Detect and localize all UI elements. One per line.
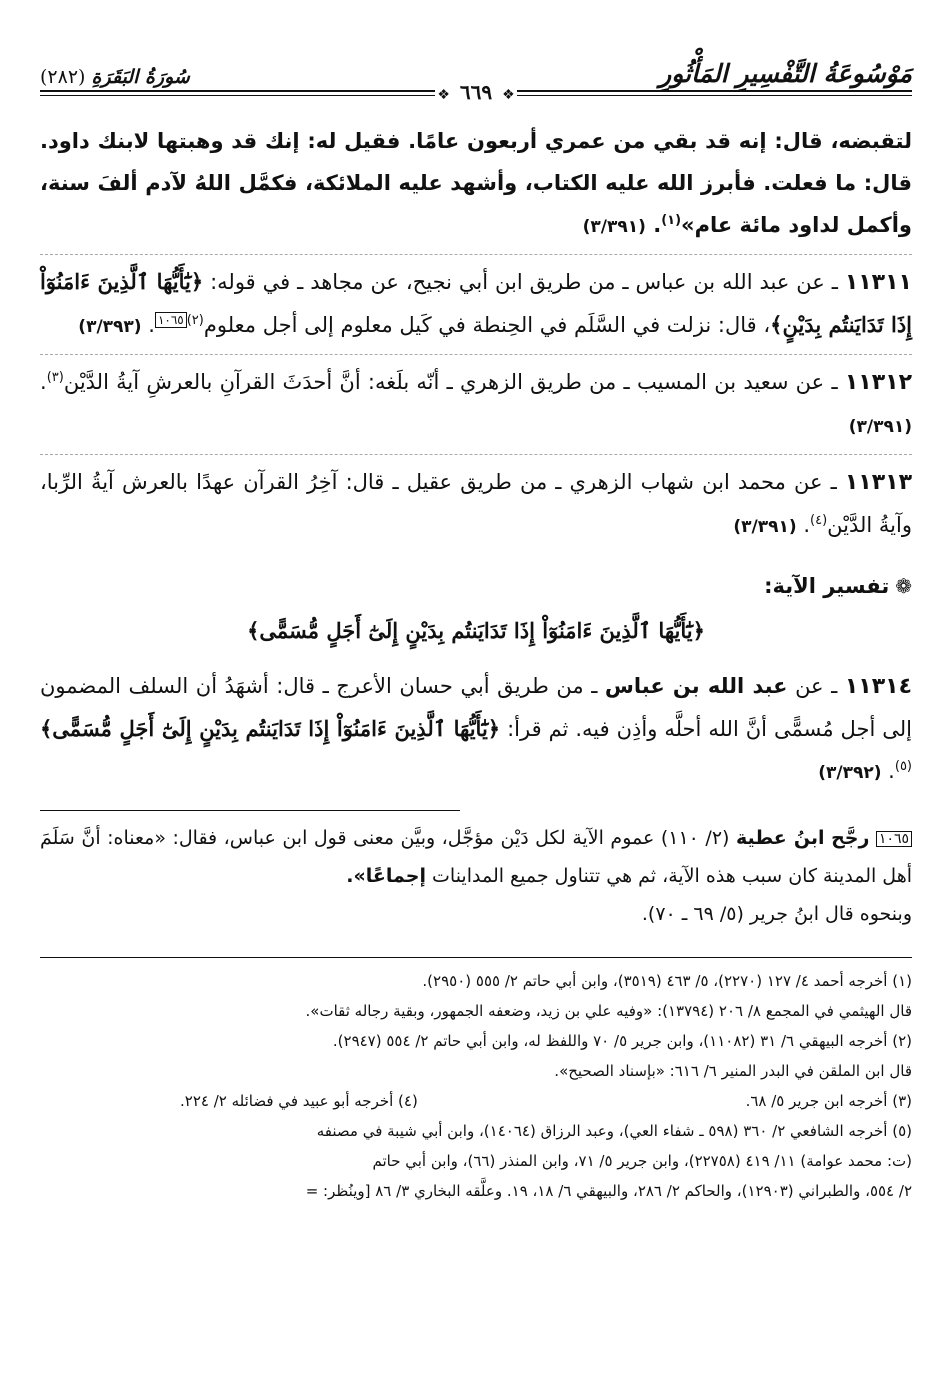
note-box: ١٠٦٥ (876, 831, 912, 847)
divider (40, 254, 912, 255)
footnote-marker: (٤) (810, 513, 828, 528)
page-number: ٦٦٩ (452, 80, 500, 104)
footnote-5-cont2: ٢/ ٥٥٤، والطبراني (١٢٩٠٣)، والحاكم ٢/ ٢٨٦، والبيهقي ٦/ ١٨، ١٩. وعلَّقه البخاري ٣/ ٨٦ [وينُظر: = (305, 1182, 912, 1200)
footnote-marker: (١) (661, 213, 682, 228)
surah-name: سُورَةُ البَقَرَةِ (91, 66, 190, 88)
hadith-11313: ١١٣١٣ ـ عن محمد ابن شهاب الزهري ـ من طريق عقيل ـ قال: آخِرُ القرآن عهدًا بالعرش آيةُ الرِّبا، وآيةُ الدَّيْن$^{(٤)}$. (٣/٣٩١) (40, 470, 912, 537)
flower-icon: ❁ (895, 574, 912, 598)
note-box: ١٠٦٥ (155, 312, 187, 328)
scholar-note (40, 819, 912, 933)
footnote-1-comment: قال الهيثمي في المجمع ٨/ ٢٠٦ (١٣٧٩٤): «وفيه علي بن زيد، وضعفه الجمهور، وبقية رجاله ثقات». (305, 1002, 912, 1020)
section-heading (40, 570, 912, 602)
footnote-2-comment: قال ابن الملقن في البدر المنير ٦/ ٦١٦: «بإسناد الصحيح». (554, 1062, 912, 1080)
paragraph-text: لتقبضه، قال: إنه قد بقي من عمري أربعون عامًا. فقيل له: إنك قد وهبتها لابنك داود. قال: ما فعلت. فأبرز الله عليه الكتاب، وأشهد عليه الملائكة، فكمَّل اللهُ لآدم ألفَ سنة، وأكمل لداود مائة عام» (40, 129, 912, 237)
book-title: مَوْسُوعَةُ التَّفْسِيرِ المَأْثُورِ (659, 59, 912, 88)
note-lead: رجَّح (831, 827, 870, 849)
source-ref: (٣/٣٩٣) (78, 317, 142, 337)
hadith-lead: ـ عن (795, 674, 838, 698)
footnote-row-3-4 (40, 1086, 912, 1116)
verse-heading: ﴿يَٰٓأَيُّهَا ٱلَّذِينَ ءَامَنُوٓاْ إِذَا تَدَايَنتُم بِدَيْنٍ إِلَىٰٓ أَجَلٍ مُّسَمًّى﴾ (247, 618, 705, 643)
source-ref: (٣/٣٩١) (582, 217, 646, 237)
document-page (40, 40, 912, 1360)
hadith-number: ١١٣١٢ (844, 370, 912, 395)
hadith-11311: ١١٣١١ ـ عن عبد الله بن عباس ـ من طريق ابن أبي نجيح، عن مجاهد ـ في قوله: ﴿يَٰٓأَيُّهَا ٱلَّذِينَ ءَامَنُوٓاْ إِذَا تَدَايَنتُم بِدَيْنٍ﴾، قال: نزلت في السَّلَم في الحِنطة في كَيل معلوم إلى أجل معلوم$^{(٢)}$١٠٦٥. (٣/٣٩٣) (40, 269, 912, 337)
source-ref: (٣/٣٩١) (733, 517, 797, 537)
footnote-marker: (٥) (894, 759, 912, 774)
page-number-bar (40, 80, 912, 106)
footnote-3: (٣) أخرجه ابن جرير ٥/ ٦٨. (745, 1092, 912, 1110)
narrator-name: عبد الله بن عباس (604, 674, 788, 698)
footnote-marker: (٣) (46, 370, 64, 385)
hadith-number: ١١٣١٣ (844, 470, 912, 495)
footnote-1: (١) أخرجه أحمد ٤/ ١٢٧ (٢٢٧٠)، ٥/ ٤٦٣ (٣٥١٩)، وابن أبي حاتم ٢/ ٥٥٥ (٢٩٥٠). (422, 972, 912, 990)
divider (40, 454, 912, 455)
hadith-text: ، قال: نزلت في السَّلَم في الحِنطة في كَيل معلوم إلى أجل معلوم (203, 313, 771, 337)
hadith-text: ـ عن عبد الله بن عباس ـ من طريق ابن أبي نجيح، عن مجاهد ـ في قوله: (210, 270, 838, 294)
footnote-2: (٢) أخرجه البيهقي ٦/ ٣١ (١١٠٨٢)، وابن جرير ٥/ ٧٠ واللفظ له، وابن أبي حاتم ٢/ ٥٥٤ (٢٩٤٧). (332, 1032, 912, 1050)
surah-page: (٢٨٢) (40, 66, 86, 88)
footnotes (40, 966, 912, 1206)
divider (40, 354, 912, 355)
note-rule (40, 810, 460, 811)
source-ref: (٣/٣٩١) (848, 417, 912, 437)
footnote-5-cont: (ت: محمد عوامة) ١١/ ٤١٩ (٢٢٧٥٨)، وابن جرير ٥/ ٧١، وابن المنذر (٦٦)، وابن أبي حاتم (372, 1152, 912, 1170)
hadith-text: ـ عن محمد ابن شهاب الزهري ـ من طريق عقيل ـ قال: آخِرُ القرآن عهدًا بالعرش آيةُ الرِّبا، وآيةُ الدَّيْن (40, 470, 912, 537)
ornament-icon: ❖ (502, 87, 515, 103)
paragraph-continued: لتقبضه، قال: إنه قد بقي من عمري أربعون عامًا. فقيل له: إنك قد وهبتها لابنك داود. قال: ما فعلت. فأبرز الله عليه الكتاب، وأشهد عليه الملائكة، فكمَّل اللهُ لآدم ألفَ سنة، وأكمل لداود مائة عام»$^{(١)}$. (٣/٣٩١) (40, 129, 912, 237)
note-text-2: وبنحوه قال ابنُ جرير (٥/ ٦٩ ـ ٧٠). (641, 903, 912, 925)
note-text: (٢/ ١١٠) عموم الآية لكل دَيْن مؤجَّل، وبيَّن معنى قول ابن عباس، فقال: «معناه: أنَّ سَلَمَ أهل المدينة كان سبب هذه الآية، ثم هي تتناول جميع المداينات (40, 827, 912, 887)
footnote-5: (٥) أخرجه الشافعي ٢/ ٣٦٠ (٥٩٨ ـ شفاء العي)، وعبد الرزاق (١٤٠٦٤)، وابن أبي شيبة في مصنفه (316, 1122, 912, 1140)
hadith-number: ١١٣١١ (844, 270, 912, 295)
source-ref: (٣/٣٩٢) (818, 763, 882, 783)
hadith-text: ـ عن سعيد بن المسيب ـ من طريق الزهري ـ أنّه بلَغه: أنَّ أحدَثَ القرآنِ بالعرشِ آيةُ الدَّيْن (63, 370, 838, 394)
quran-verse: ﴿يَٰٓأَيُّهَا ٱلَّذِينَ ءَامَنُوٓاْ إِذَا تَدَايَنتُم بِدَيْنٍ إِلَىٰٓ أَجَلٍ مُّسَمًّى﴾ (40, 716, 501, 741)
section-title: تفسير الآية: (764, 574, 890, 598)
note-bold-end: إجماعًا». (346, 865, 426, 887)
footnote-rule (40, 957, 912, 958)
footnote-4: (٤) أخرجه أبو عبيد في فضائله ٢/ ٢٢٤. (180, 1092, 418, 1110)
ornament-icon: ❖ (437, 87, 450, 103)
main-content (40, 120, 912, 1206)
footnote-marker: (٢) (186, 313, 204, 328)
hadith-number: ١١٣١٤ (844, 674, 912, 699)
scholar-name: ابنُ عطية (735, 827, 825, 849)
hadith-text: ـ من طريق أبي حسان الأعرج ـ قال: أشهَدُ أن السلف المضمون إلى أجل مُسمًّى أنَّ الله أحلَّه وأذِن فيه. ثم قرأ: (40, 674, 912, 741)
quran-verse: ﴿يَٰٓأَيُّهَا ٱلَّذِينَ ءَامَنُوٓاْ إِذَا تَدَايَنتُم بِدَيْنٍ﴾ (40, 269, 912, 337)
hadith-11314: ١١٣١٤ ـ عن عبد الله بن عباس ـ من طريق أبي حسان الأعرج ـ قال: أشهَدُ أن السلف المضمون إلى أجل مُسمًّى أنَّ الله أحلَّه وأذِن فيه. ثم قرأ: ﴿يَٰٓأَيُّهَا ٱلَّذِينَ ءَامَنُوٓاْ إِذَا تَدَايَنتُم بِدَيْنٍ إِلَىٰٓ أَجَلٍ مُّسَمًّى﴾$^{(٥)}$. (٣/٣٩٢) (40, 674, 912, 783)
hadith-11312: ١١٣١٢ ـ عن سعيد بن المسيب ـ من طريق الزهري ـ أنّه بلَغه: أنَّ أحدَثَ القرآنِ بالعرشِ آيةُ الدَّيْن$^{(٣)}$. (٣/٣٩١) (40, 370, 912, 437)
